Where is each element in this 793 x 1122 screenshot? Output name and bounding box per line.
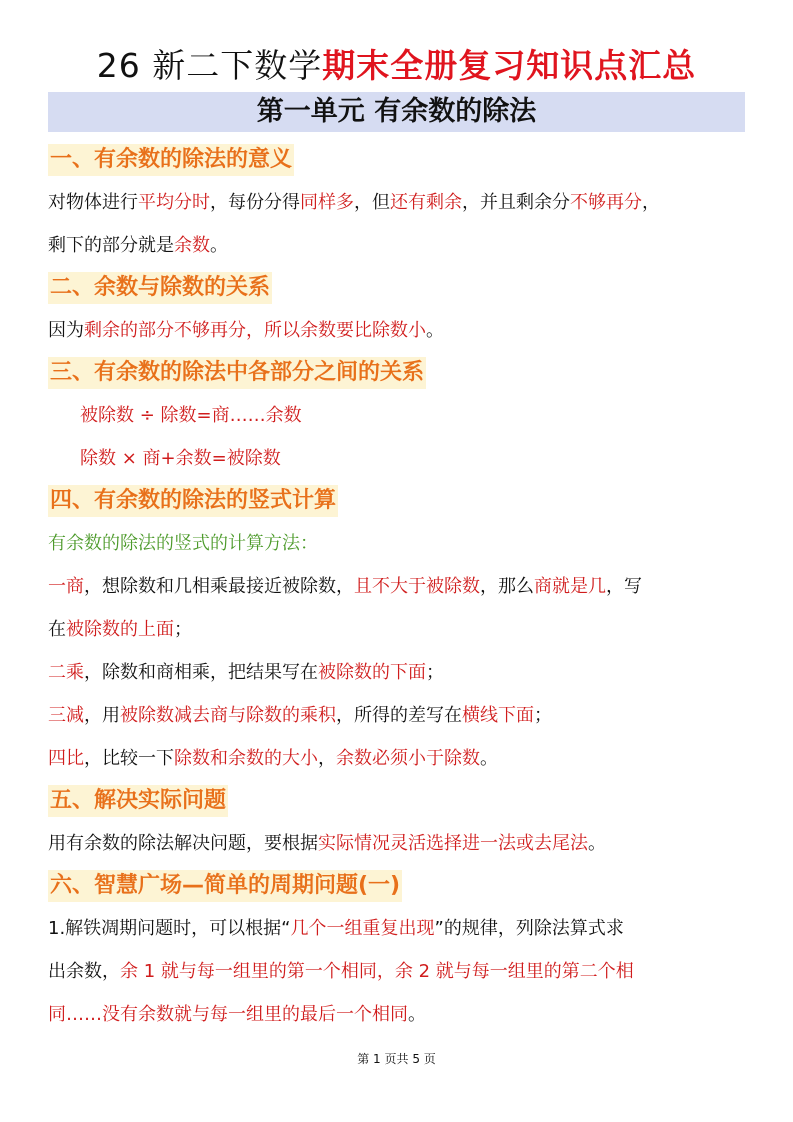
section-1-line-2 [48, 234, 748, 258]
section-1-heading: 一、有余数的除法的意义 [48, 144, 294, 176]
section-3-heading: 三、有余数的除法中各部分之间的关系 [48, 357, 426, 389]
emphasis-run: 实际情况灵活选择进一法或去尾法 [318, 833, 588, 854]
step-1-line-2 [48, 618, 748, 642]
text-run: ， [318, 748, 336, 769]
title-highlight: 期末全册复习知识点汇总 [322, 46, 697, 85]
text-run: ； [534, 705, 552, 726]
emphasis-run: 被除数减去商与除数的乘积 [120, 705, 336, 726]
emphasis-run: 不够再分 [570, 192, 642, 213]
emphasis-run: 被除数的下面 [318, 662, 426, 683]
text-run: ，每份分得 [210, 192, 300, 213]
emphasis-run: 二乘 [48, 662, 84, 683]
text-run: 对物体进行 [48, 192, 138, 213]
section-4-subtitle: 有余数的除法的竖式的计算方法： [48, 533, 318, 554]
text-run: 在 [48, 619, 66, 640]
section-6-heading: 六、智慧广场—简单的周期问题(一) [48, 870, 402, 902]
emphasis-run: 除数和余数的大小 [174, 748, 318, 769]
section-6-line-3 [48, 1003, 748, 1027]
section-4-heading: 四、有余数的除法的竖式计算 [48, 485, 338, 517]
section-1-line-1 [48, 191, 748, 215]
emphasis-run: 还有剩余 [390, 192, 462, 213]
step-2 [48, 661, 748, 685]
text-run: ； [174, 619, 192, 640]
emphasis-run: 几个一组重复出现 [290, 918, 435, 939]
emphasis-run: 同样多 [300, 192, 354, 213]
unit-title: 第一单元 有余数的除法 [48, 92, 745, 132]
emphasis-run: 余数 [174, 235, 210, 256]
emphasis-run: 平均分时 [138, 192, 210, 213]
emphasis-run: 被除数的上面 [66, 619, 174, 640]
text-run: ，除数和商相乘，把结果写在 [84, 662, 318, 683]
emphasis-run: 四比 [48, 748, 84, 769]
step-4 [48, 747, 748, 771]
text-run: ， [642, 192, 660, 213]
text-run: ，并且剩余分 [462, 192, 570, 213]
text-run: 剩下的部分就是 [48, 235, 174, 256]
text-run: ，用 [84, 705, 120, 726]
text-run: ，比较一下 [84, 748, 174, 769]
section-5-heading: 五、解决实际问题 [48, 785, 228, 817]
document-title [0, 40, 793, 87]
text-run: 1.解铁凋期问题时，可以根据“ [48, 918, 291, 939]
text-run: ，写 [606, 576, 642, 597]
emphasis-run: 余 1 就与每一组里的第一个相同，余 2 就与每一组里的第二个相 [120, 961, 634, 982]
text-run: ”的规律，列除法算式求 [434, 918, 624, 939]
text-run: 。 [426, 320, 444, 341]
emphasis-run: 剩余的部分不够再分，所以余数要比除数小 [84, 320, 426, 341]
emphasis-run: 同……没有余数就与每一组里的最后一个相同 [48, 1004, 408, 1025]
text-run: 。 [588, 833, 606, 854]
text-run: 。 [210, 235, 228, 256]
text-run: ，所得的差写在 [336, 705, 462, 726]
text-run: 因为 [48, 320, 84, 341]
text-run: 。 [408, 1004, 426, 1025]
text-run: ，那么 [480, 576, 534, 597]
text-run: ，想除数和几相乘最接近被除数， [84, 576, 354, 597]
text-run: 出余数， [48, 961, 120, 982]
emphasis-run: 且不大于被除数 [354, 576, 480, 597]
formula-1: 被除数 ÷ 除数=商……余数 [80, 405, 302, 426]
section-5-line-1 [48, 832, 748, 856]
emphasis-run: 余数必须小于除数 [336, 748, 480, 769]
title-plain: 26 新二下数学 [96, 46, 323, 85]
text-run: 。 [480, 748, 498, 769]
emphasis-run: 一商 [48, 576, 84, 597]
emphasis-run: 横线下面 [462, 705, 534, 726]
text-run: 用有余数的除法解决问题，要根据 [48, 833, 318, 854]
text-run: ； [426, 662, 444, 683]
emphasis-run: 三减 [48, 705, 84, 726]
step-3 [48, 704, 748, 728]
section-6-line-2 [48, 960, 748, 984]
page-number: 第 1 页共 5 页 [357, 1052, 436, 1066]
section-2-line-1 [48, 319, 748, 343]
formula-2: 除数 × 商+余数=被除数 [80, 448, 281, 469]
emphasis-run: 商就是几 [534, 576, 606, 597]
section-6-line-1 [48, 917, 748, 941]
text-run: ，但 [354, 192, 390, 213]
section-2-heading: 二、余数与除数的关系 [48, 272, 272, 304]
step-1-line-1 [48, 575, 748, 599]
